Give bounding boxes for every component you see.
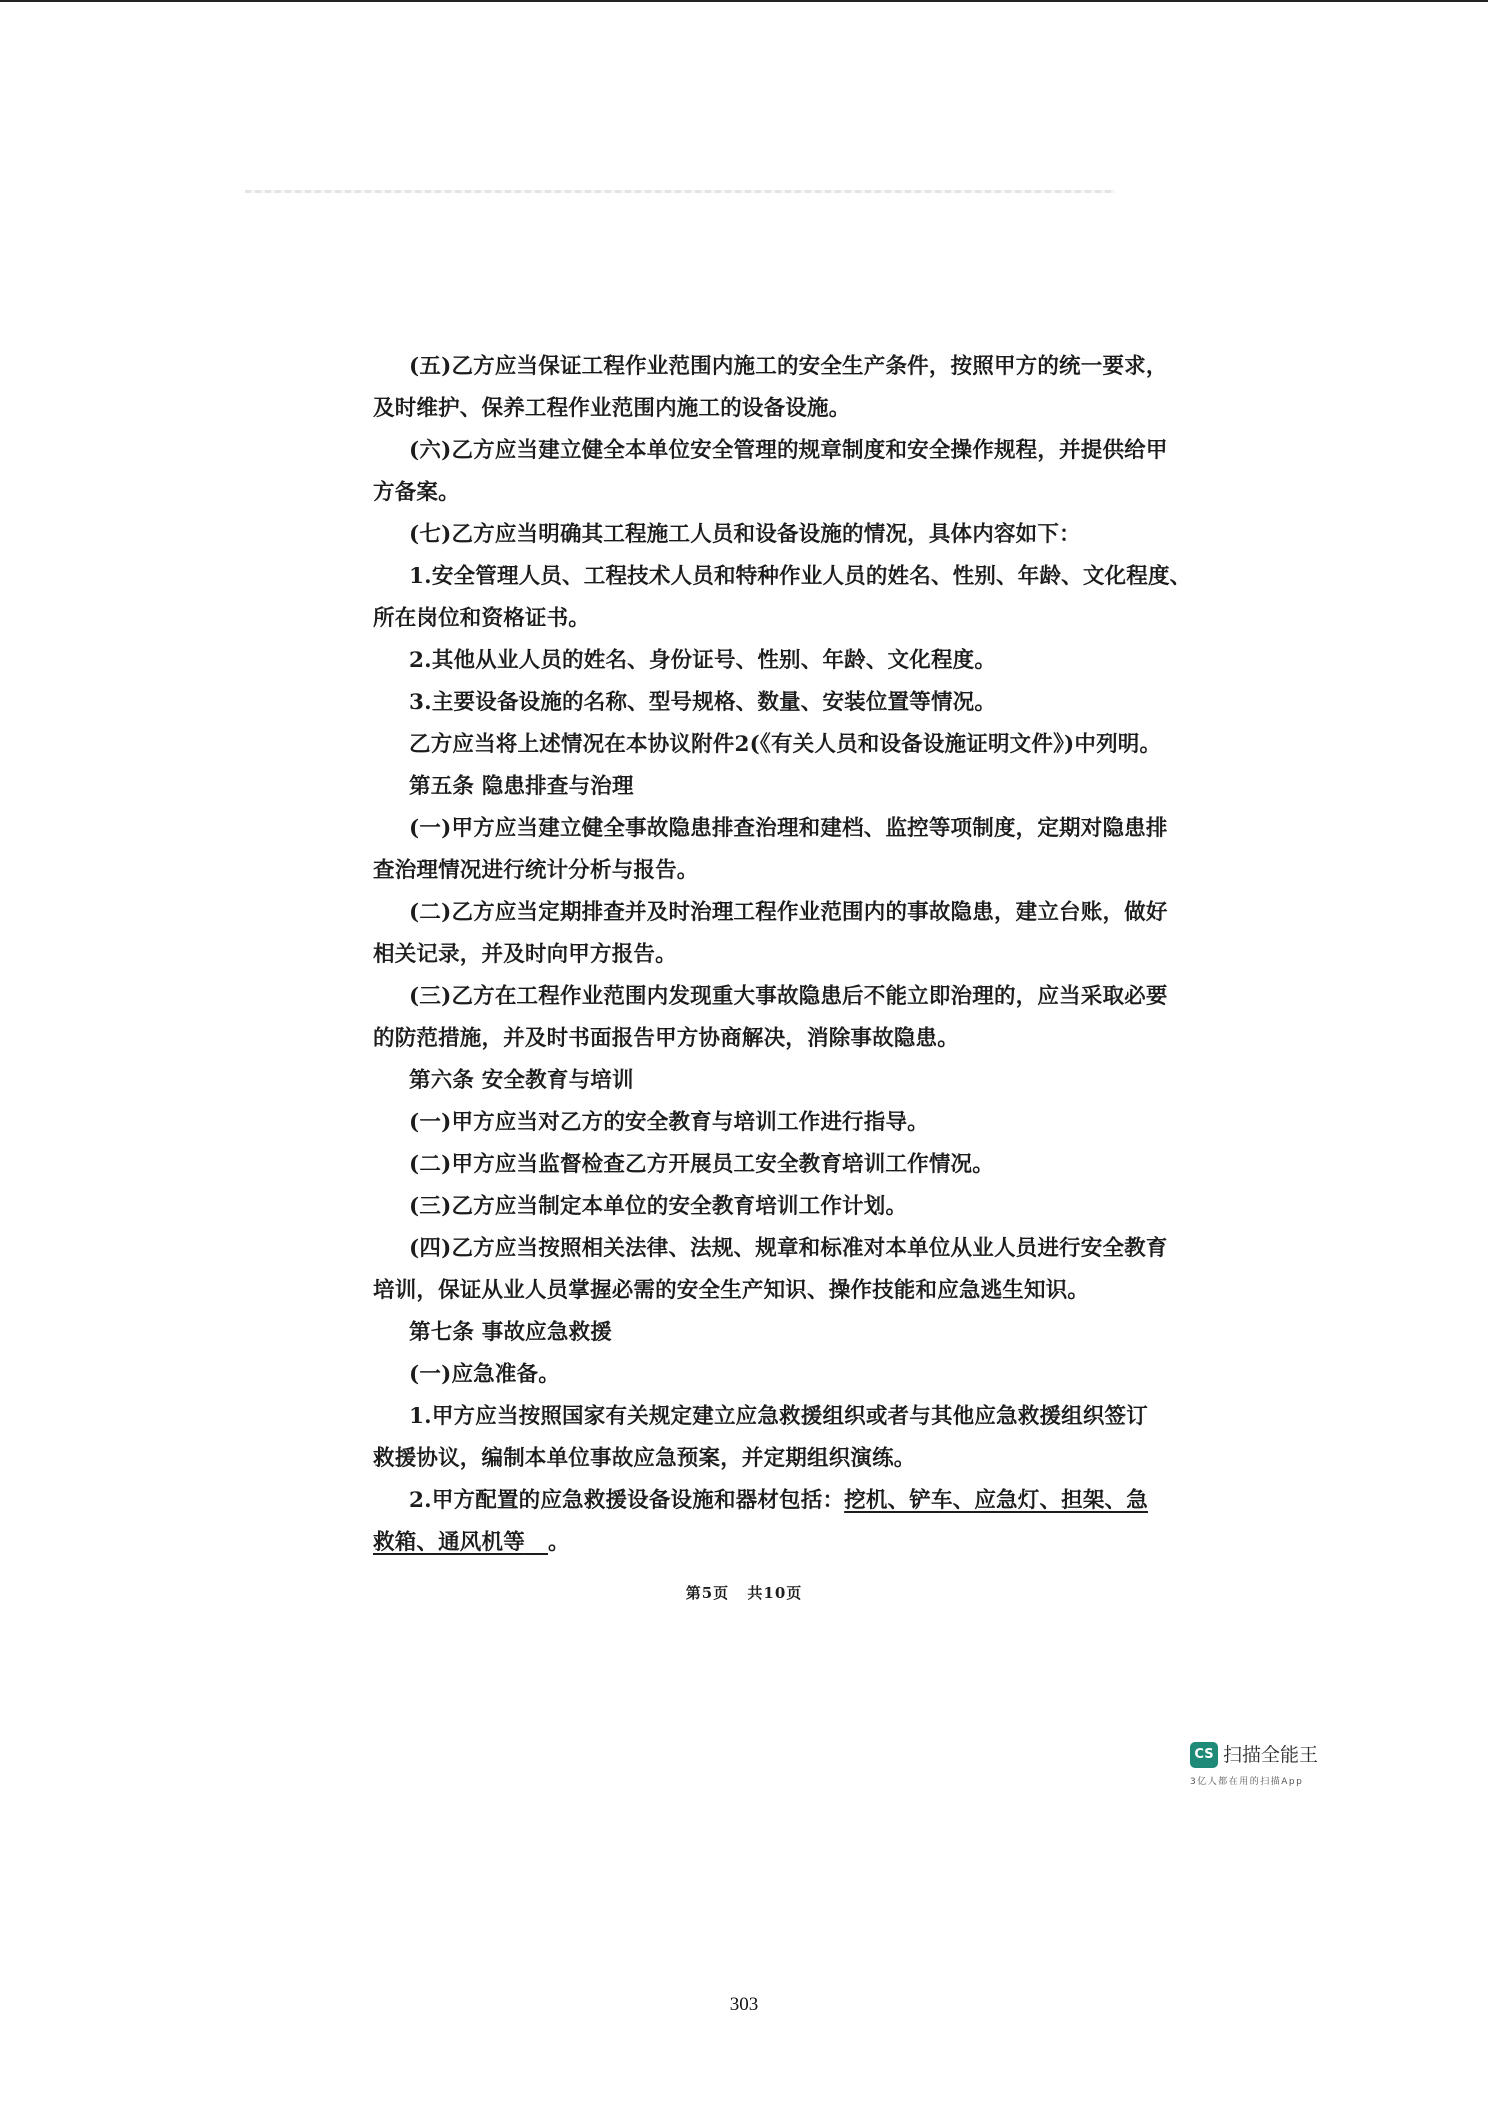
paragraph-line: (一)应急准备。 [409,1362,560,1387]
cs-logo-icon: CS [1190,1742,1218,1768]
paragraph-line: (一)甲方应当建立健全事故隐患排查治理和建档、监控等项制度，定期对隐患排 [409,816,1168,841]
underline-blank [525,1530,548,1555]
scan-artifact-line [245,190,1115,193]
section-heading: 第七条 事故应急救援 [409,1320,612,1345]
paragraph-line: 及时维护、保养工程作业范围内施工的设备设施。 [373,396,851,421]
paragraph-line: 查治理情况进行统计分析与报告。 [373,858,699,883]
equipment-filled-text-continued: 救箱、通风机等 [373,1530,525,1555]
equipment-suffix: 。 [547,1530,570,1555]
section-heading: 第六条 安全教育与培训 [409,1068,634,1093]
equipment-filled-text: 挖机、铲车、应急灯、担架、急 [844,1488,1148,1513]
page-number: 303 [729,1994,759,2015]
paragraph-line: (四)乙方应当按照相关法律、法规、规章和标准对本单位从业人员进行安全教育 [409,1236,1168,1261]
paragraph-line: (六)乙方应当建立健全本单位安全管理的规章制度和安全操作规程，并提供给甲 [409,438,1168,463]
scanner-app-name: 扫描全能王 [1223,1744,1319,1766]
paragraph-line: 2.其他从业人员的姓名、身份证号、性别、年龄、文化程度。 [409,648,997,673]
scanner-tagline: 3亿人都在用的扫描App [1190,1777,1304,1787]
scanner-watermark [1190,1742,1320,1790]
paragraph-line: 相关记录，并及时向甲方报告。 [373,942,677,967]
paragraph-line: (一)甲方应当对乙方的安全教育与培训工作进行指导。 [409,1110,929,1135]
section-heading: 第五条 隐患排查与治理 [409,774,634,799]
equipment-line-continued [373,1528,570,1558]
paragraph-line: (三)乙方应当制定本单位的安全教育培训工作计划。 [409,1194,908,1219]
paragraph-line: (三)乙方在工程作业范围内发现重大事故隐患后不能立即治理的，应当采取必要 [409,984,1168,1009]
paragraph-line: 3.主要设备设施的名称、型号规格、数量、安装位置等情况。 [409,690,997,715]
paragraph-line: (五)乙方应当保证工程作业范围内施工的安全生产条件，按照甲方的统一要求， [409,354,1168,379]
paragraph-line: (二)乙方应当定期排查并及时治理工程作业范围内的事故隐患，建立台账，做好 [409,900,1168,925]
paragraph-line: 1.甲方应当按照国家有关规定建立应急救援组织或者与其他应急救援组织签订 [409,1404,1148,1429]
paragraph-line: 所在岗位和资格证书。 [373,606,591,631]
paragraph-line: 方备案。 [373,480,460,505]
equipment-prefix: 2.甲方配置的应急救援设备设施和器材包括： [409,1488,845,1513]
paragraph-line: (七)乙方应当明确其工程施工人员和设备设施的情况，具体内容如下： [409,522,1081,547]
paragraph-line: 乙方应当将上述情况在本协议附件2(《有关人员和设备设施证明文件》)中列明。 [409,732,1162,757]
page-top-border [0,0,1488,2]
paragraph-line: (二)甲方应当监督检查乙方开展员工安全教育培训工作情况。 [409,1152,994,1177]
paragraph-line: 1.安全管理人员、工程技术人员和特种作业人员的姓名、性别、年龄、文化程度、 [409,564,1192,589]
paragraph-line: 培训，保证从业人员掌握必需的安全生产知识、操作技能和应急逃生知识。 [373,1278,1090,1303]
paragraph-line: 的防范措施，并及时书面报告甲方协商解决，消除事故隐患。 [373,1026,959,1051]
equipment-line [409,1486,1148,1516]
paragraph-line: 救援协议，编制本单位事故应急预案，并定期组织演练。 [373,1446,916,1471]
footer-page-label: 第5页 [685,1584,730,1602]
footer-total-label: 共10页 [747,1584,803,1602]
page-footer [0,1582,1488,1603]
